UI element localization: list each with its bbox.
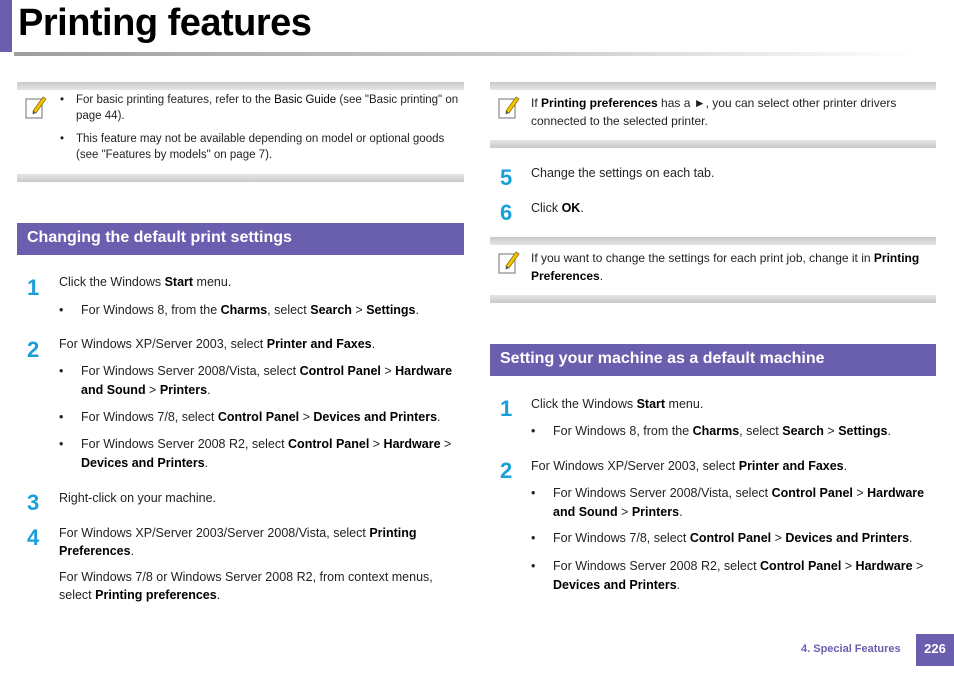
note-pencil-icon: [498, 249, 520, 275]
note-text: If you want to change the settings for each print job, change it in Printing Preferences.: [531, 251, 920, 283]
step-bullet: • For Windows 8, from the Charms, select Search > Settings.: [531, 424, 891, 438]
note-bar-top: [490, 237, 936, 245]
step-number: 2: [500, 458, 513, 483]
footer-chapter-label: 4. Special Features: [801, 643, 901, 655]
step-bullet: • For Windows 7/8, select Control Panel > Devices and Printers.: [59, 410, 441, 424]
page-number-badge: 226: [916, 634, 954, 666]
step-bullet: • For Windows 7/8, select Control Panel > Devices and Printers.: [531, 531, 913, 545]
note-pencil-icon: [25, 94, 47, 120]
step-text: Click OK.: [531, 201, 584, 215]
step-number: 6: [500, 200, 513, 225]
step-text: Click the Windows Start menu.: [59, 275, 232, 289]
step-bullet: • For Windows Server 2008 R2, select Control Panel > Hardware > Devices and Printers.: [531, 559, 924, 592]
note-bar-top: [490, 82, 936, 90]
title-accent-bar: [0, 0, 12, 52]
note-bar-bottom: [17, 174, 464, 182]
note-box-print-job: [490, 237, 936, 303]
step-paragraph: For Windows 7/8 or Windows Server 2008 R2, from context menus, select Printing preferences.: [59, 570, 433, 602]
step-bullet: • For Windows Server 2008/Vista, select Control Panel > Hardware and Sound > Printers.: [531, 486, 925, 519]
step-text: For Windows XP/Server 2003, select Printer and Faxes.: [59, 337, 376, 351]
step-text: For Windows XP/Server 2003, select Printer and Faxes.: [531, 459, 848, 473]
step-number: 5: [500, 165, 513, 190]
note-bar-bottom: [490, 140, 936, 148]
step-number: 3: [27, 490, 40, 515]
step-number: 2: [27, 337, 40, 362]
step-text: Change the settings on each tab.: [531, 166, 715, 180]
step-number: 4: [27, 525, 40, 550]
step-text: Right-click on your machine.: [59, 491, 217, 505]
step-text: For Windows XP/Server 2003/Server 2008/Vista, select Printing Preferences.: [59, 526, 417, 558]
note-item: • For basic printing features, refer to the Basic Guide (see "Basic printing" on page 44).: [60, 92, 462, 124]
section-header-changing-default: Changing the default print settings: [17, 223, 464, 255]
step-bullet: • For Windows Server 2008/Vista, select Control Panel > Hardware and Sound > Printers.: [59, 364, 453, 397]
note-pencil-icon: [498, 94, 520, 120]
page-title: Printing features: [18, 2, 312, 44]
note-box-printing-preferences: [490, 82, 936, 148]
section-header-default-machine: Setting your machine as a default machine: [490, 344, 936, 376]
note-box-basic-guide: [17, 82, 464, 182]
step-text: Click the Windows Start menu.: [531, 397, 704, 411]
note-text: If Printing preferences has a ►, you can select other printer drivers connected to the selected printer.: [531, 96, 897, 128]
note-bar-top: [17, 82, 464, 90]
step-bullet: • For Windows 8, from the Charms, select Search > Settings.: [59, 303, 419, 317]
step-number: 1: [500, 396, 513, 421]
note-text: [60, 92, 462, 166]
step-bullet: • For Windows Server 2008 R2, select Control Panel > Hardware > Devices and Printers.: [59, 437, 452, 470]
title-rule: [14, 52, 914, 56]
note-item: • This feature may not be available depending on model or optional goods (see "Features by models" on page 7).: [60, 131, 462, 163]
note-bar-bottom: [490, 295, 936, 303]
step-number: 1: [27, 275, 40, 300]
